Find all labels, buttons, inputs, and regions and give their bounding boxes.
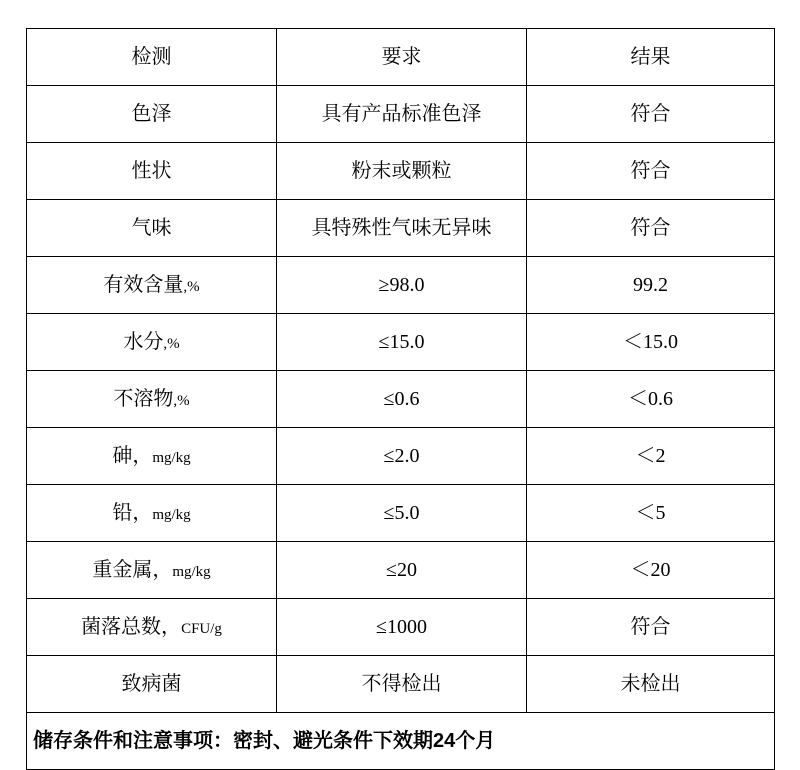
item-unit: ,% xyxy=(163,336,180,352)
requirement-value: ≤15.0 xyxy=(378,331,425,353)
cell-requirement xyxy=(277,371,527,428)
item-unit: ,% xyxy=(183,279,200,295)
table-row xyxy=(27,599,775,656)
cell-item xyxy=(27,428,277,485)
requirement-value: 不得检出 xyxy=(361,673,442,695)
cell-requirement xyxy=(277,257,527,314)
cell-requirement xyxy=(277,542,527,599)
cell-result xyxy=(527,371,775,428)
table-row xyxy=(27,257,775,314)
requirement-value: ≤20 xyxy=(386,559,417,581)
cell-item xyxy=(27,371,277,428)
cell-requirement xyxy=(277,143,527,200)
storage-note-cell xyxy=(27,713,775,770)
cell-item xyxy=(27,599,277,656)
cell-result xyxy=(527,542,775,599)
cell-item xyxy=(27,86,277,143)
cell-item xyxy=(27,200,277,257)
table-header-row xyxy=(27,29,775,86)
item-name: 不溶物 xyxy=(113,388,174,410)
result-value: 符合 xyxy=(630,160,671,182)
item-name: 有效含量 xyxy=(103,274,184,296)
item-unit: ,% xyxy=(173,393,190,409)
cell-result xyxy=(527,599,775,656)
result-value: 未检出 xyxy=(620,673,681,695)
column-header-requirement-label: 要求 xyxy=(381,46,422,68)
specification-table xyxy=(26,28,775,770)
item-name: 色泽 xyxy=(131,103,172,125)
table-footer-row xyxy=(27,713,775,770)
cell-requirement xyxy=(277,314,527,371)
cell-requirement xyxy=(277,485,527,542)
cell-result xyxy=(527,314,775,371)
item-name: 砷， xyxy=(112,445,153,467)
item-unit: mg/kg xyxy=(172,564,211,580)
item-name: 性状 xyxy=(131,160,172,182)
table-row xyxy=(27,656,775,713)
storage-note-text: 储存条件和注意事项：密封、避光条件下效期24个月 xyxy=(33,730,496,752)
result-value: 符合 xyxy=(630,217,671,239)
table-row xyxy=(27,428,775,485)
result-value: 99.2 xyxy=(633,274,668,296)
table-body xyxy=(27,29,775,770)
result-value: ＜20 xyxy=(630,559,671,581)
item-unit: mg/kg xyxy=(152,507,191,523)
requirement-value: 具有产品标准色泽 xyxy=(321,103,482,125)
cell-item xyxy=(27,656,277,713)
cell-result xyxy=(527,656,775,713)
result-value: ＜15.0 xyxy=(623,331,678,353)
requirement-value: ≤1000 xyxy=(376,616,427,638)
requirement-value: ≤0.6 xyxy=(383,388,420,410)
table-row xyxy=(27,314,775,371)
column-header-result-label: 结果 xyxy=(630,46,671,68)
result-value: ＜0.6 xyxy=(628,388,673,410)
cell-result xyxy=(527,428,775,485)
table-row xyxy=(27,143,775,200)
cell-item xyxy=(27,542,277,599)
requirement-value: 具特殊性气味无异味 xyxy=(311,217,492,239)
item-name: 气味 xyxy=(131,217,172,239)
column-header-result xyxy=(527,29,775,86)
cell-requirement xyxy=(277,599,527,656)
table-row xyxy=(27,485,775,542)
cell-result xyxy=(527,86,775,143)
requirement-value: ≤2.0 xyxy=(383,445,420,467)
cell-result xyxy=(527,257,775,314)
item-name: 菌落总数， xyxy=(81,616,182,638)
cell-requirement xyxy=(277,200,527,257)
cell-requirement xyxy=(277,428,527,485)
result-value: 符合 xyxy=(630,103,671,125)
result-value: 符合 xyxy=(630,616,671,638)
column-header-requirement xyxy=(277,29,527,86)
requirement-value: 粉末或颗粒 xyxy=(351,160,452,182)
cell-item xyxy=(27,485,277,542)
result-value: ＜2 xyxy=(635,445,666,467)
table-row xyxy=(27,542,775,599)
requirement-value: ≤5.0 xyxy=(383,502,420,524)
cell-result xyxy=(527,200,775,257)
result-value: ＜5 xyxy=(635,502,666,524)
cell-requirement xyxy=(277,656,527,713)
table-row xyxy=(27,86,775,143)
column-header-item xyxy=(27,29,277,86)
item-name: 水分 xyxy=(123,331,164,353)
cell-result xyxy=(527,143,775,200)
item-name: 重金属， xyxy=(92,559,173,581)
item-unit: CFU/g xyxy=(181,621,222,637)
requirement-value: ≥98.0 xyxy=(378,274,425,296)
cell-item xyxy=(27,257,277,314)
item-name: 致病菌 xyxy=(121,673,182,695)
cell-item xyxy=(27,143,277,200)
table-row xyxy=(27,200,775,257)
item-name: 铅， xyxy=(112,502,153,524)
cell-requirement xyxy=(277,86,527,143)
item-unit: mg/kg xyxy=(152,450,191,466)
table-row xyxy=(27,371,775,428)
cell-item xyxy=(27,314,277,371)
column-header-item-label: 检测 xyxy=(131,46,172,68)
cell-result xyxy=(527,485,775,542)
